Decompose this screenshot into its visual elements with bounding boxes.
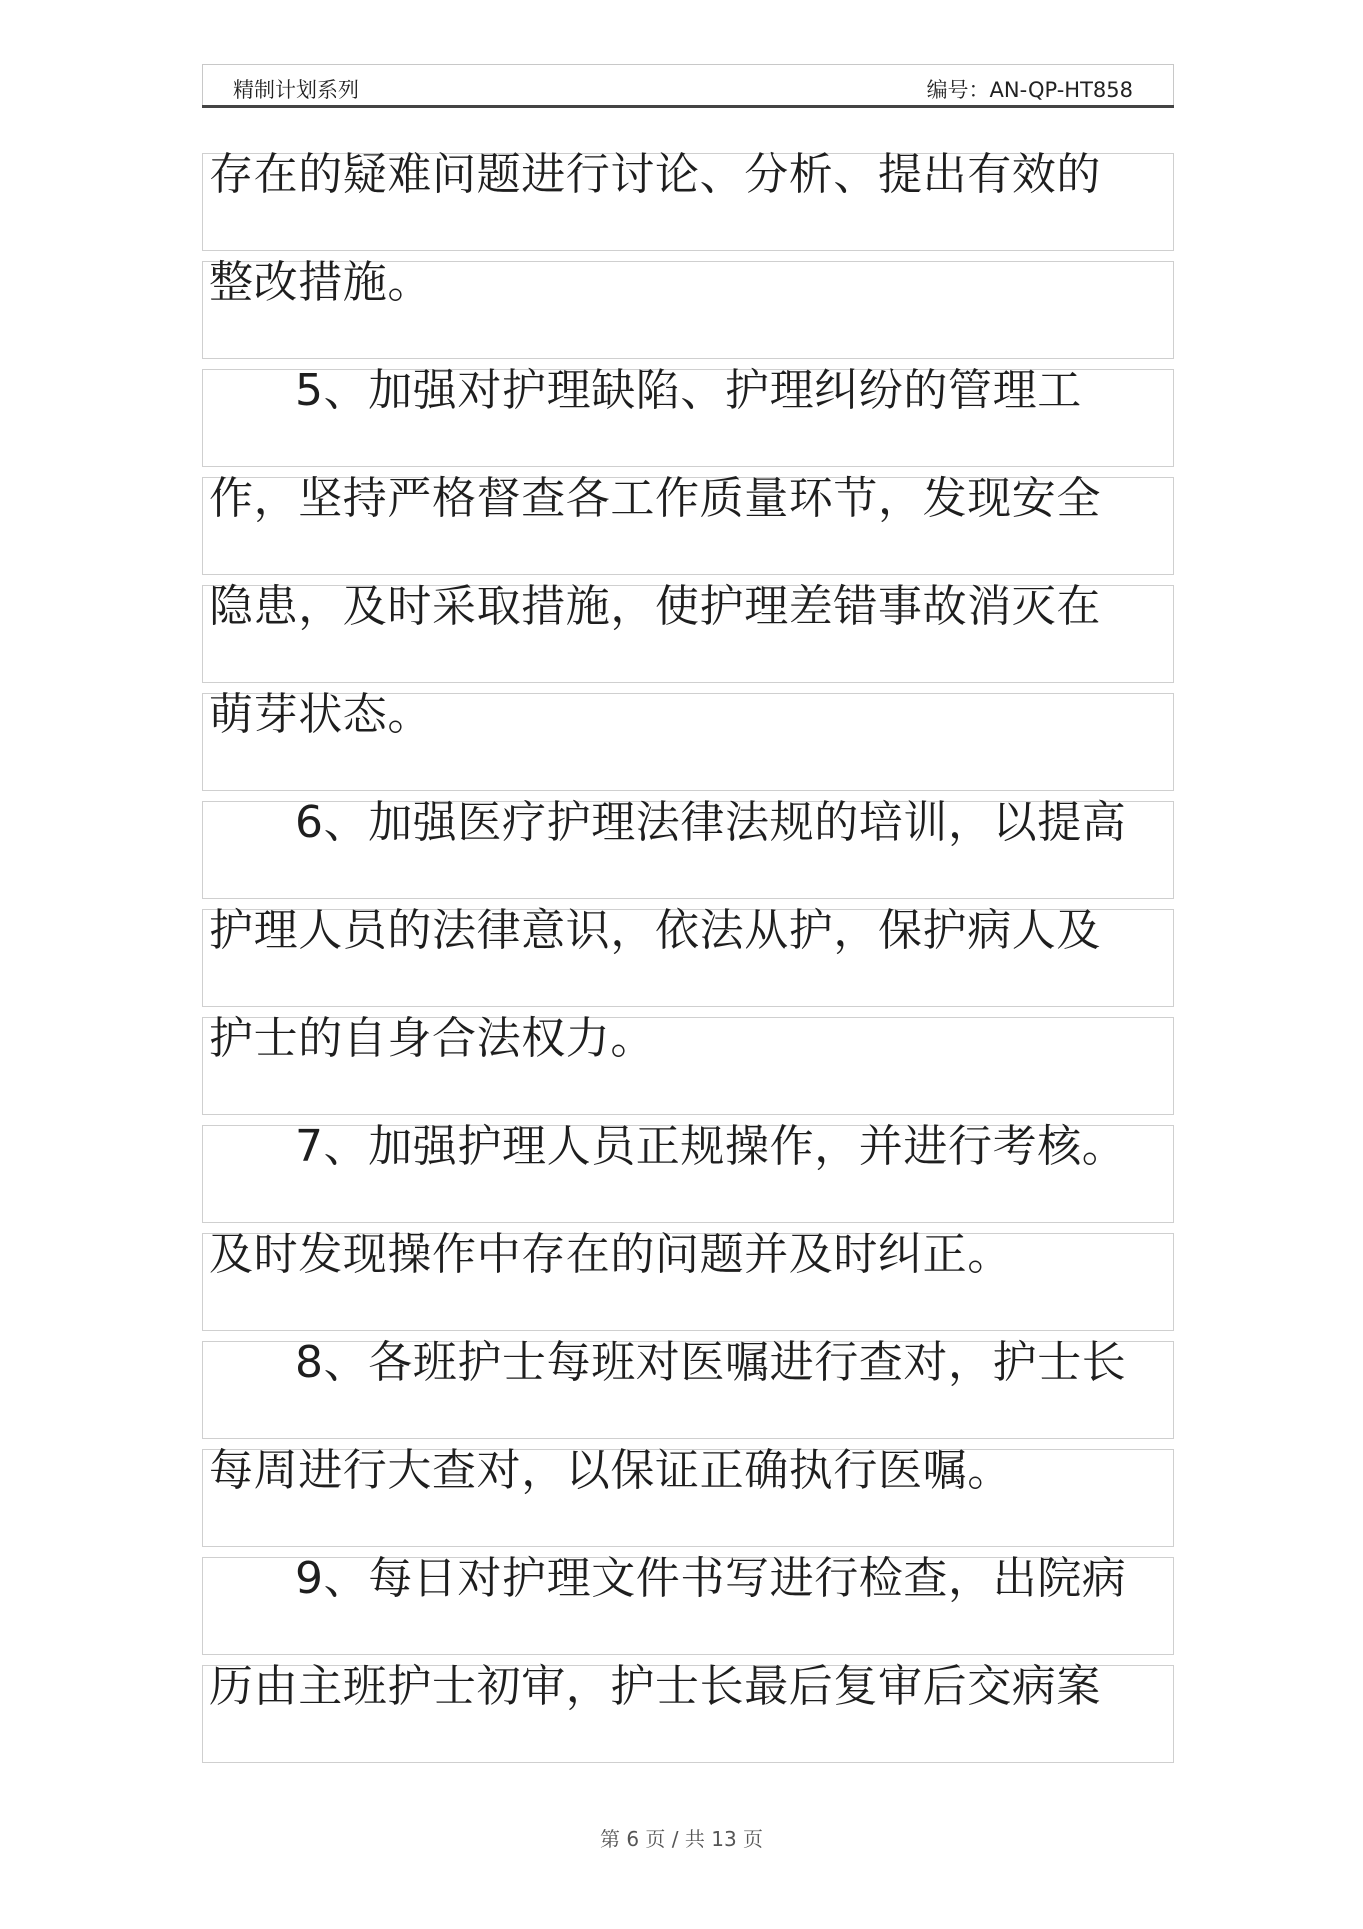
text-line-content: 萌芽状态。 bbox=[209, 689, 432, 740]
header-divider bbox=[202, 105, 1174, 108]
text-line bbox=[202, 581, 1174, 683]
text-line-content: 9、每日对护理文件书写进行检查，出院病 bbox=[295, 1553, 1127, 1604]
text-line bbox=[202, 689, 1174, 791]
page-number: 第 6 页 / 共 13 页 bbox=[599, 1827, 764, 1851]
text-line-content: 作，坚持严格督查各工作质量环节，发现安全 bbox=[209, 473, 1101, 524]
header-document-number: 编号：AN-QP-HT858 bbox=[926, 78, 1133, 102]
text-line-content: 及时发现操作中存在的问题并及时纠正。 bbox=[209, 1229, 1012, 1280]
text-line bbox=[202, 1553, 1174, 1655]
text-line-content: 8、各班护士每班对医嘱进行查对，护士长 bbox=[295, 1337, 1127, 1388]
text-line-content: 历由主班护士初审，护士长最后复审后交病案 bbox=[209, 1661, 1101, 1712]
text-line-content: 5、加强对护理缺陷、护理纠纷的管理工 bbox=[295, 365, 1082, 416]
text-line-content: 护士的自身合法权力。 bbox=[209, 1013, 655, 1064]
text-line bbox=[202, 257, 1174, 359]
text-line-content: 隐患，及时采取措施，使护理差错事故消灭在 bbox=[209, 581, 1101, 632]
text-line bbox=[202, 797, 1174, 899]
text-line-content: 护理人员的法律意识，依法从护，保护病人及 bbox=[209, 905, 1101, 956]
text-line-content: 6、加强医疗护理法律法规的培训，以提高 bbox=[295, 797, 1127, 848]
text-line-content: 存在的疑难问题进行讨论、分析、提出有效的 bbox=[209, 149, 1101, 200]
text-line-content: 整改措施。 bbox=[209, 257, 432, 308]
text-line-content: 每周进行大查对，以保证正确执行医嘱。 bbox=[209, 1445, 1012, 1496]
text-line bbox=[202, 1121, 1174, 1223]
text-line bbox=[202, 365, 1174, 467]
body-text bbox=[202, 149, 1174, 1773]
text-line bbox=[202, 1337, 1174, 1439]
text-line bbox=[202, 473, 1174, 575]
text-line bbox=[202, 1661, 1174, 1763]
text-line bbox=[202, 1013, 1174, 1115]
text-line bbox=[202, 1229, 1174, 1331]
page-header bbox=[202, 64, 1174, 108]
text-line-content: 7、加强护理人员正规操作，并进行考核。 bbox=[295, 1121, 1127, 1172]
text-line bbox=[202, 1445, 1174, 1547]
text-line bbox=[202, 905, 1174, 1007]
header-series-title: 精制计划系列 bbox=[233, 78, 359, 102]
text-line bbox=[202, 149, 1174, 251]
